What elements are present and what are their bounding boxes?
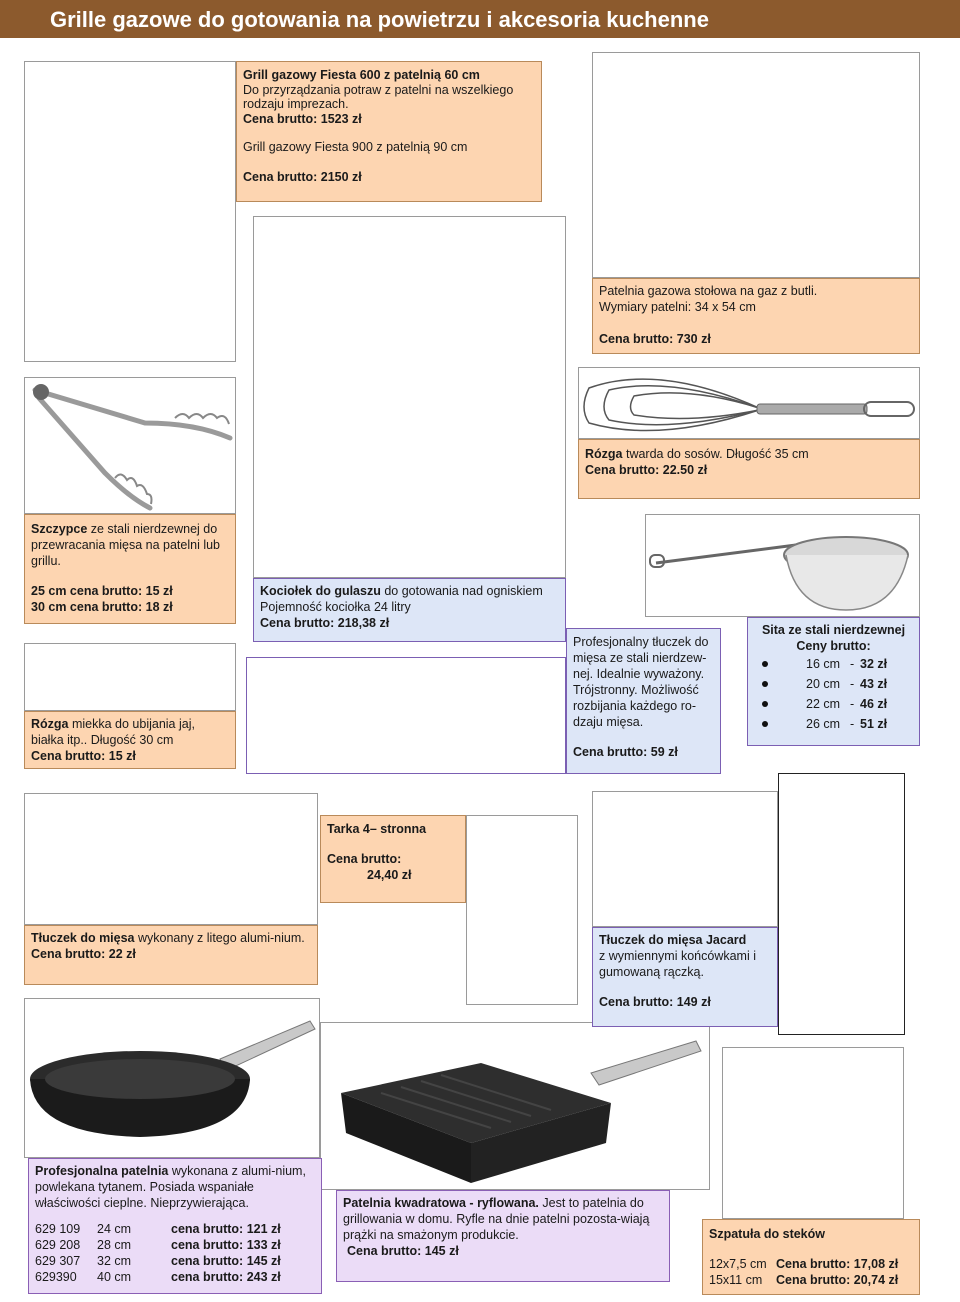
gas-pan-size: Wymiary patelni: 34 x 54 cm — [599, 300, 756, 314]
tongs-price-30: 30 cm cena brutto: 18 zł — [31, 600, 173, 614]
sieve-title: Sita ze stali nierdzewnej — [761, 623, 906, 637]
grill-fiesta-panel — [236, 61, 542, 202]
soft-whisk-desc: miekka do ubijania jaj, białka itp.. Długość 30 cm — [31, 717, 195, 747]
kettle-price: Cena brutto: 218,38 zł — [260, 616, 390, 630]
table-row: 15x11 cm Cena brutto: 20,74 zł — [709, 1273, 899, 1287]
pro-tenderizer-price: Cena brutto: 59 zł — [573, 745, 678, 759]
whisk-panel — [578, 439, 920, 499]
frying-pan-image — [24, 998, 320, 1158]
grill-900-price: Cena brutto: 2150 zł — [243, 169, 362, 184]
frying-pan-icon — [25, 999, 319, 1157]
sieve-price-list — [754, 654, 913, 734]
pro-tenderizer-panel — [566, 628, 721, 774]
kettle-name: Kociołek do gulaszu — [260, 584, 381, 598]
spatula-name: Szpatuła do steków — [709, 1227, 825, 1241]
grill-image — [24, 61, 236, 362]
table-row: 629 208 28 cm cena brutto: 133 zł — [35, 1238, 281, 1252]
meat-tenderizer-image — [24, 793, 318, 925]
gas-pan-price: Cena brutto: 730 zł — [599, 332, 711, 346]
sieve-subtitle: Ceny brutto: — [796, 639, 871, 653]
kettle-capacity: Pojemność kociołka 24 litry — [260, 600, 411, 614]
tongs-price-25: 25 cm cena brutto: 15 zł — [31, 584, 173, 598]
solid-tenderizer-panel — [24, 925, 318, 985]
grill-600-desc: Do przyrządzania potraw z patelni na wszelkiego rodzaju imprezach. — [243, 82, 514, 111]
whisk-name: Rózga — [585, 447, 623, 461]
jacard-name: Tłuczek do mięsa Jacard — [599, 933, 747, 947]
gas-pan-image — [592, 52, 920, 278]
jacard-tall-image — [778, 773, 905, 1035]
table-row: 629 307 32 cm cena brutto: 145 zł — [35, 1254, 281, 1268]
grater-panel — [320, 815, 466, 903]
solid-tenderizer-name: Tłuczek do mięsa — [31, 931, 135, 945]
square-pan-price: Cena brutto: 145 zł — [347, 1244, 459, 1258]
kettle-image — [253, 216, 566, 578]
pro-pan-panel — [28, 1158, 322, 1294]
table-row: 629390 40 cm cena brutto: 243 zł — [35, 1270, 281, 1284]
tongs-name: Szczypce — [31, 522, 88, 536]
jacard-desc: z wymiennymi końcówkami i gumowaną rączką. — [599, 949, 756, 979]
grill-pan-image — [320, 1022, 710, 1190]
pro-pan-name: Profesjonalna patelnia — [35, 1164, 169, 1178]
soft-whisk-name: Rózga — [31, 717, 69, 731]
table-row: 629 109 24 cm cena brutto: 121 zł — [35, 1222, 281, 1236]
whisk-icon — [579, 368, 919, 438]
kettle-lower-image — [246, 657, 566, 774]
tongs-image — [24, 377, 236, 514]
sieve-icon — [646, 515, 919, 616]
grill-pan-icon — [321, 1023, 709, 1189]
jacard-price: Cena brutto: 149 zł — [599, 995, 711, 1009]
solid-tenderizer-price: Cena brutto: 22 zł — [31, 947, 136, 961]
soft-whisk-panel — [24, 711, 236, 769]
whisk-price: Cena brutto: 22.50 zł — [585, 463, 708, 477]
list-item: 22 cm - 46 zł — [754, 694, 913, 714]
list-item: 20 cm - 43 zł — [754, 674, 913, 694]
spatula-image — [722, 1047, 904, 1219]
list-item: 16 cm - 32 zł — [754, 654, 913, 674]
grater-price: 24,40 zł — [367, 868, 412, 882]
soft-whisk-price: Cena brutto: 15 zł — [31, 749, 136, 763]
soft-whisk-image — [24, 643, 236, 711]
square-pan-panel — [336, 1190, 670, 1282]
list-item: 26 cm - 51 zł — [754, 714, 913, 734]
kettle-desc: do gotowania nad ogniskiem — [380, 584, 543, 598]
table-row: 12x7,5 cm Cena brutto: 17,08 zł — [709, 1257, 899, 1271]
jacard-image — [592, 791, 778, 927]
grill-900-title: Grill gazowy Fiesta 900 z patelnią 90 cm — [243, 140, 468, 154]
pro-pan-desc: wykonana z alumi-nium, powlekana tytanem. Posiada wspaniałe właściwości cieplne. Nieprzywierająca. — [35, 1164, 306, 1210]
square-pan-desc: Jest to patelnia do grillowania w domu. Ryfle na dnie patelni pozosta-wiają prążki na smażonym produkcie. — [343, 1196, 650, 1242]
whisk-image — [578, 367, 920, 439]
square-pan-name: Patelnia kwadratowa - ryflowana. — [343, 1196, 539, 1210]
whisk-desc: twarda do sosów. Długość 35 cm — [622, 447, 809, 461]
grill-600-title: Grill gazowy Fiesta 600 z patelnią 60 cm — [243, 68, 480, 82]
jacard-panel — [592, 927, 778, 1027]
grater-name: Tarka 4– stronna — [327, 822, 427, 836]
sieve-image — [645, 514, 920, 617]
tongs-panel — [24, 514, 236, 624]
pro-tenderizer-desc: Profesjonalny tłuczek do mięsa ze stali nierdzew-nej. Idealnie wyważony. Trójstronny. Możliwość rozbijania każdego ro-dzaju mięsa. — [573, 635, 709, 729]
spatula-panel — [702, 1219, 920, 1295]
solid-tenderizer-desc: wykonany z litego alumi-nium. — [134, 931, 305, 945]
grill-600-price: Cena brutto: 1523 zł — [243, 111, 362, 126]
grater-price-label: Cena brutto: — [327, 852, 402, 866]
gas-pan-title: Patelnia gazowa stołowa na gaz z butli. — [599, 284, 818, 298]
tongs-desc: ze stali nierdzewnej do przewracania mięsa na patelni lub grillu. — [31, 522, 220, 568]
kettle-panel — [253, 578, 566, 642]
grater-image — [466, 815, 578, 1005]
page-title: Grille gazowe do gotowania na powietrzu i akcesoria kuchenne — [50, 7, 709, 32]
page-header — [0, 0, 960, 38]
gas-pan-panel — [592, 278, 920, 354]
sieve-panel — [747, 617, 920, 746]
tongs-icon — [25, 378, 235, 513]
